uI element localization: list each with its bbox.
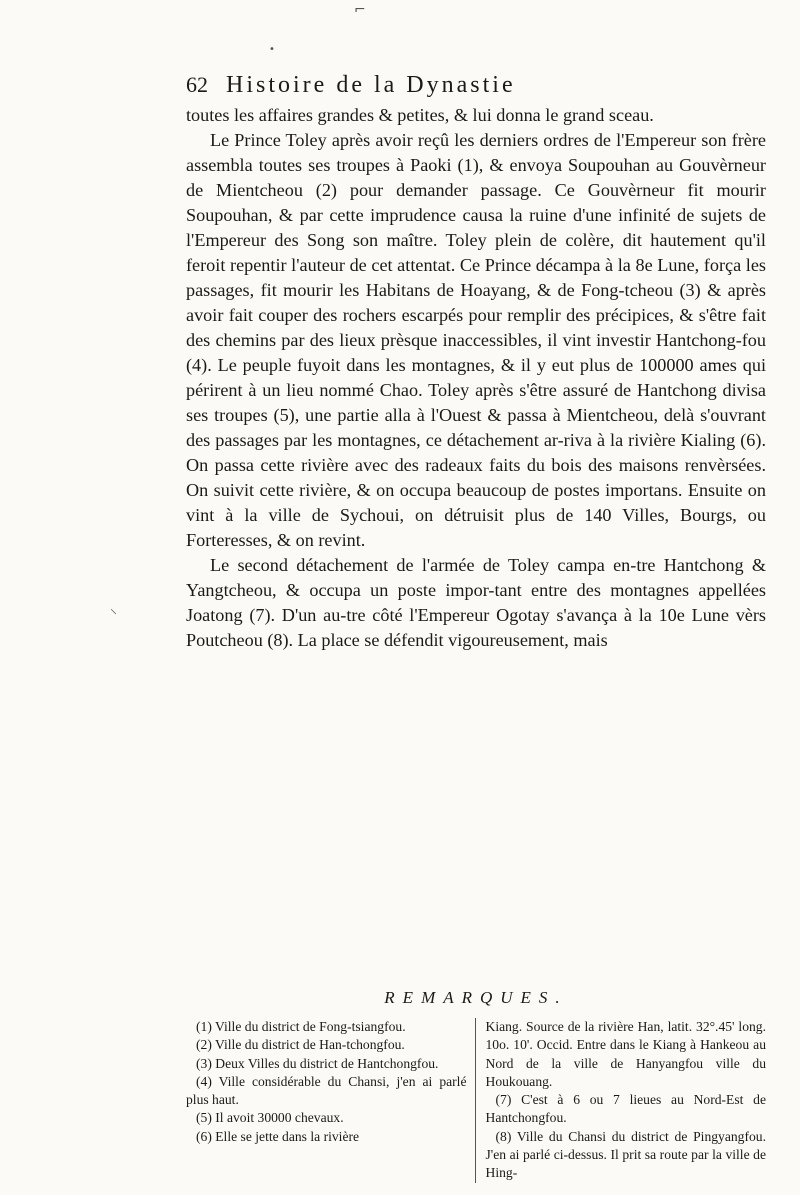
paragraph-3: Le second détachement de l'armée de Toley campa en-tre Hantchong & Yangtcheou, & occupa un poste impor-tant entre des montagnes appellées Joatong (7). D'un au-tre côté l'Empereur Ogotay s'avança à la 10e Lune vèrs Poutcheou (8). La place se défendit vigoureusement, mais	[186, 555, 766, 650]
paragraph-2: Le Prince Toley après avoir reçû les derniers ordres de l'Empereur son frère assembla toutes ses troupes à Paoki (1), & envoya Soupouhan au Gouvèrneur de Mientcheou (2) pour demander passage. Ce Gouvèrneur fit mourir Soupouhan, & par cette imprudence causa la ruine d'une infinité de sujets de l'Empereur des Song son maître. Toley plein de colère, dit hautement qu'il feroit repentir l'auteur de cet attentat. Ce Prince décampa à la 8e Lune, força les passages, fit mourir les Habitans de Hoayang, & de Fong-tcheou (3) & après avoir fait couper des rochers escarpés pour remplir des précipices, & s'être fait des chemins par des lieux prèsque inaccessibles, il vint investir Hantchong-fou (4). Le peuple fuyoit dans les montagnes, & il y eut plus de 100000 ames qui périrent à un lieu nommé Chao. Toley après s'être assuré de Hantchong divisa ses troupes (5), une partie alla à l'Ouest & passa à Mientcheou, delà s'ouvrant des passages par les montagnes, ce détachement ar-riva à la rivière Kialing (6). On passa cette rivière avec des radeaux faits du bois des maisons renvèrsées. On suivit cette rivière, & on occupa beaucoup de postes importans. Ensuite on vint à la ville de Sychoui, on détruisit plus de 140 Villes, Bourgs, ou Forteresses, & on revint.	[186, 130, 766, 550]
footnote: (5) Il avoit 30000 chevaux.	[196, 1110, 344, 1126]
footnote: (4) Ville considérable du Chansi, j'en ai parlé plus haut.	[186, 1073, 467, 1108]
remarques-heading: REMARQUES.	[384, 988, 568, 1007]
footnote: (1) Ville du district de Fong-tsiangfou.	[196, 1019, 406, 1034]
footnotes	[186, 1018, 766, 1183]
paragraph-1: toutes les affaires grandes & petites, & lui donna le grand sceau.	[186, 105, 654, 125]
footnotes-right-column	[476, 1018, 767, 1183]
footnote: Kiang. Source de la rivière Han, latit. 32°.45' long. 10o. 10'. Occid. Entre dans le Kiang à Hankeou au Nord de la ville de Hanyangfou ville du Houkouang.	[485, 1019, 766, 1089]
footnote: (7) C'est à 6 ou 7 lieues au Nord-Est de Hantchongfou.	[485, 1092, 766, 1126]
page-number: 62	[186, 72, 208, 97]
footnote: (6) Elle se jette dans la rivière	[196, 1128, 360, 1144]
margin-mark-icon: ⸌	[110, 607, 117, 623]
running-header	[186, 72, 766, 99]
header-title: Histoire de la Dynastie	[226, 72, 516, 98]
footnotes-left-column	[186, 1018, 476, 1183]
footnote: (2) Ville du district de Han-tchongfou.	[196, 1037, 405, 1053]
dot-icon: •	[269, 44, 275, 55]
footnote: (8) Ville du Chansi du district de Pingyangfou. J'en ai parlé ci-dessus. Il prit sa route par la ville de Hing-	[485, 1128, 766, 1181]
ornament-icon: ⌐	[354, 2, 366, 18]
main-text	[186, 103, 766, 653]
footnote: (3) Deux Villes du district de Hantchongfou.	[196, 1055, 439, 1071]
